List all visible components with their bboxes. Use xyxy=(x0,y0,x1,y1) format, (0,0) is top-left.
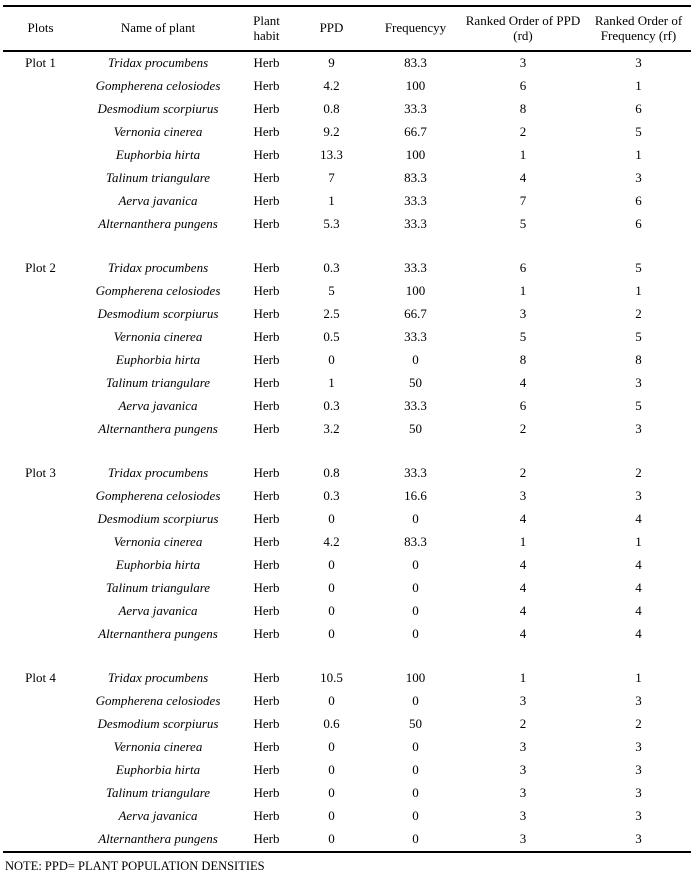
ranked-ppd-cell: 7 xyxy=(519,193,527,209)
ranked-ppd-cell: 6 xyxy=(519,78,527,94)
plant-name-cell: Vernonia cinerea xyxy=(113,124,203,140)
plant-habit-cell: Herb xyxy=(253,808,280,824)
header-frequency: Frequencyy xyxy=(384,20,447,36)
frequency-cell: 0 xyxy=(412,626,419,642)
plot-label-cell xyxy=(3,690,78,713)
ranked-frequency-cell: 4 xyxy=(635,603,642,619)
plot-label-cell: Plot 4 xyxy=(25,670,56,686)
plant-habit-cell: Herb xyxy=(253,580,280,596)
frequency-cell: 33.3 xyxy=(404,465,427,481)
ppd-cell: 4.2 xyxy=(323,534,340,550)
ppd-cell: 0.8 xyxy=(323,465,340,481)
ranked-frequency-cell: 1 xyxy=(635,670,642,686)
plant-name-cell: Aerva javanica xyxy=(118,193,198,209)
ppd-cell: 0 xyxy=(328,762,335,778)
plot-label-cell xyxy=(3,167,78,190)
plant-population-table xyxy=(3,5,691,853)
table-row xyxy=(3,167,691,190)
table-row xyxy=(3,349,691,372)
ranked-ppd-cell: 1 xyxy=(519,147,527,163)
plant-habit-cell: Herb xyxy=(253,260,280,276)
table-row xyxy=(3,213,691,236)
plot-label-cell: Plot 3 xyxy=(25,465,56,481)
ranked-ppd-cell: 4 xyxy=(519,511,527,527)
plant-name-cell: Aerva javanica xyxy=(118,808,198,824)
plant-habit-cell: Herb xyxy=(253,124,280,140)
header-plant-habit: Plant habit xyxy=(253,12,280,43)
plant-name-cell: Tridax procumbens xyxy=(107,55,209,71)
plant-name-cell: Vernonia cinerea xyxy=(113,329,203,345)
table-note: NOTE: PPD= PLANT POPULATION DENSITIES xyxy=(5,859,265,873)
frequency-cell: 50 xyxy=(409,375,422,391)
ppd-cell: 2.5 xyxy=(323,306,340,322)
frequency-cell: 33.3 xyxy=(404,329,427,345)
ranked-ppd-cell: 3 xyxy=(519,55,527,71)
ranked-frequency-cell: 4 xyxy=(635,557,642,573)
table-header xyxy=(3,6,691,51)
frequency-cell: 33.3 xyxy=(404,101,427,117)
ranked-ppd-cell: 5 xyxy=(519,329,527,345)
plant-name-cell: Euphorbia hirta xyxy=(115,762,201,778)
plot-label-cell xyxy=(3,349,78,372)
ppd-cell: 0.5 xyxy=(323,329,340,345)
ranked-ppd-cell: 8 xyxy=(519,101,527,117)
ppd-cell: 7 xyxy=(328,170,335,186)
plot-label-cell xyxy=(3,577,78,600)
table-row xyxy=(3,395,691,418)
plot-label-cell xyxy=(3,485,78,508)
table-row xyxy=(3,554,691,577)
table-row xyxy=(3,280,691,303)
ranked-ppd-cell: 3 xyxy=(519,739,527,755)
plot-label-cell xyxy=(3,418,78,441)
frequency-cell: 0 xyxy=(412,511,419,527)
ranked-frequency-cell: 3 xyxy=(635,831,642,847)
table-row xyxy=(3,418,691,441)
ranked-frequency-cell: 1 xyxy=(635,78,642,94)
ranked-frequency-cell: 3 xyxy=(635,55,642,71)
plot-label-cell xyxy=(3,121,78,144)
ranked-ppd-cell: 4 xyxy=(519,626,527,642)
frequency-cell: 66.7 xyxy=(404,306,427,322)
frequency-cell: 0 xyxy=(412,693,419,709)
table-row xyxy=(3,782,691,805)
plot-label-cell xyxy=(3,326,78,349)
ranked-frequency-cell: 2 xyxy=(635,306,642,322)
plant-habit-cell: Herb xyxy=(253,488,280,504)
spacer-cell xyxy=(3,441,691,462)
ppd-cell: 5.3 xyxy=(323,216,340,232)
plot-label-cell xyxy=(3,600,78,623)
table-row xyxy=(3,600,691,623)
plant-habit-cell: Herb xyxy=(253,465,280,481)
ranked-ppd-cell: 3 xyxy=(519,762,527,778)
section-spacer xyxy=(3,236,691,257)
plant-habit-cell: Herb xyxy=(253,398,280,414)
ppd-cell: 0 xyxy=(328,580,335,596)
plot-label-cell xyxy=(3,828,78,852)
ppd-cell: 0 xyxy=(328,693,335,709)
table-row xyxy=(3,577,691,600)
ppd-cell: 0 xyxy=(328,557,335,573)
plot-label-cell xyxy=(3,805,78,828)
table-row xyxy=(3,75,691,98)
plant-habit-cell: Herb xyxy=(253,216,280,232)
table-row xyxy=(3,121,691,144)
table-row xyxy=(3,690,691,713)
ppd-cell: 0 xyxy=(328,831,335,847)
ranked-frequency-cell: 3 xyxy=(635,808,642,824)
ppd-cell: 0.8 xyxy=(323,101,340,117)
plot-label-cell xyxy=(3,713,78,736)
ppd-cell: 0 xyxy=(328,352,335,368)
table-row xyxy=(3,667,691,690)
frequency-cell: 0 xyxy=(412,580,419,596)
plant-habit-cell: Herb xyxy=(253,762,280,778)
frequency-cell: 33.3 xyxy=(404,216,427,232)
plant-habit-cell: Herb xyxy=(253,193,280,209)
frequency-cell: 0 xyxy=(412,557,419,573)
plant-name-cell: Vernonia cinerea xyxy=(113,534,203,550)
frequency-cell: 0 xyxy=(412,808,419,824)
ranked-frequency-cell: 1 xyxy=(635,534,642,550)
plot-label-cell xyxy=(3,554,78,577)
plot-label-cell xyxy=(3,372,78,395)
ranked-frequency-cell: 8 xyxy=(635,352,642,368)
ranked-frequency-cell: 4 xyxy=(635,511,642,527)
ranked-frequency-cell: 1 xyxy=(635,147,642,163)
ranked-ppd-cell: 6 xyxy=(519,398,527,414)
ppd-cell: 0 xyxy=(328,808,335,824)
plant-name-cell: Talinum triangulare xyxy=(105,375,211,391)
plant-name-cell: Aerva javanica xyxy=(118,398,198,414)
plant-habit-cell: Herb xyxy=(253,352,280,368)
ppd-cell: 13.3 xyxy=(320,147,343,163)
frequency-cell: 33.3 xyxy=(404,398,427,414)
ppd-cell: 10.5 xyxy=(320,670,343,686)
plant-name-cell: Talinum triangulare xyxy=(105,785,211,801)
plant-habit-cell: Herb xyxy=(253,557,280,573)
ranked-ppd-cell: 4 xyxy=(519,170,527,186)
plot-label-cell xyxy=(3,736,78,759)
plot-label-cell xyxy=(3,144,78,167)
table-row xyxy=(3,144,691,167)
plant-name-cell: Alternanthera pungens xyxy=(98,216,218,232)
plot-label-cell xyxy=(3,98,78,121)
ppd-cell: 0 xyxy=(328,511,335,527)
frequency-cell: 100 xyxy=(405,147,426,163)
ppd-cell: 0 xyxy=(328,626,335,642)
ranked-ppd-cell: 6 xyxy=(519,260,527,276)
table-row xyxy=(3,531,691,554)
frequency-cell: 0 xyxy=(412,785,419,801)
ppd-cell: 0 xyxy=(328,739,335,755)
ranked-frequency-cell: 4 xyxy=(635,580,642,596)
ranked-ppd-cell: 3 xyxy=(519,306,527,322)
plant-habit-cell: Herb xyxy=(253,670,280,686)
frequency-cell: 0 xyxy=(412,762,419,778)
plant-name-cell: Talinum triangulare xyxy=(105,580,211,596)
ppd-cell: 1 xyxy=(328,375,335,391)
ranked-ppd-cell: 5 xyxy=(519,216,527,232)
ranked-ppd-cell: 3 xyxy=(519,808,527,824)
plant-habit-cell: Herb xyxy=(253,831,280,847)
frequency-cell: 66.7 xyxy=(404,124,427,140)
plot-label-cell: Plot 1 xyxy=(25,55,56,71)
plant-name-cell: Tridax procumbens xyxy=(107,670,209,686)
ppd-cell: 9 xyxy=(328,55,335,71)
frequency-cell: 100 xyxy=(405,670,426,686)
ppd-cell: 0 xyxy=(328,603,335,619)
plot-label-cell: Plot 2 xyxy=(25,260,56,276)
ranked-frequency-cell: 1 xyxy=(635,283,642,299)
ranked-ppd-cell: 2 xyxy=(519,465,527,481)
table-row xyxy=(3,713,691,736)
ranked-frequency-cell: 3 xyxy=(635,421,642,437)
plant-habit-cell: Herb xyxy=(253,170,280,186)
ranked-frequency-cell: 2 xyxy=(635,465,642,481)
plant-name-cell: Desmodium scorpiurus xyxy=(97,716,219,732)
header-plots: Plots xyxy=(27,20,54,36)
ranked-frequency-cell: 3 xyxy=(635,693,642,709)
ranked-ppd-cell: 8 xyxy=(519,352,527,368)
ranked-frequency-cell: 3 xyxy=(635,762,642,778)
plant-habit-cell: Herb xyxy=(253,329,280,345)
ranked-frequency-cell: 5 xyxy=(635,398,642,414)
ranked-frequency-cell: 5 xyxy=(635,260,642,276)
table-row xyxy=(3,508,691,531)
ranked-ppd-cell: 3 xyxy=(519,693,527,709)
section-spacer xyxy=(3,646,691,667)
table-header-row xyxy=(3,6,691,51)
table-row xyxy=(3,326,691,349)
ranked-frequency-cell: 6 xyxy=(635,193,642,209)
plot-label-cell xyxy=(3,395,78,418)
header-ppd: PPD xyxy=(319,20,344,36)
ppd-cell: 9.2 xyxy=(323,124,340,140)
plant-name-cell: Gompherena celosiodes xyxy=(95,488,221,504)
plant-name-cell: Alternanthera pungens xyxy=(98,421,218,437)
plot-label-cell xyxy=(3,303,78,326)
plant-name-cell: Alternanthera pungens xyxy=(98,831,218,847)
ranked-frequency-cell: 4 xyxy=(635,626,642,642)
header-ranked-order-frequency: Ranked Order of Frequency (rf) xyxy=(594,12,683,43)
ranked-ppd-cell: 3 xyxy=(519,488,527,504)
frequency-cell: 16.6 xyxy=(404,488,427,504)
plant-habit-cell: Herb xyxy=(253,739,280,755)
plot-label-cell xyxy=(3,759,78,782)
ranked-frequency-cell: 3 xyxy=(635,739,642,755)
plant-habit-cell: Herb xyxy=(253,603,280,619)
plant-habit-cell: Herb xyxy=(253,511,280,527)
ranked-ppd-cell: 2 xyxy=(519,124,527,140)
frequency-cell: 33.3 xyxy=(404,260,427,276)
ranked-frequency-cell: 3 xyxy=(635,785,642,801)
plant-name-cell: Desmodium scorpiurus xyxy=(97,306,219,322)
ranked-frequency-cell: 6 xyxy=(635,216,642,232)
table-row xyxy=(3,462,691,485)
plot-label-cell xyxy=(3,531,78,554)
table-row xyxy=(3,372,691,395)
table-row xyxy=(3,759,691,782)
table-row xyxy=(3,623,691,646)
plant-name-cell: Vernonia cinerea xyxy=(113,739,203,755)
plant-name-cell: Talinum triangulare xyxy=(105,170,211,186)
plant-habit-cell: Herb xyxy=(253,306,280,322)
ranked-ppd-cell: 4 xyxy=(519,603,527,619)
plant-name-cell: Euphorbia hirta xyxy=(115,557,201,573)
frequency-cell: 83.3 xyxy=(404,170,427,186)
plant-habit-cell: Herb xyxy=(253,375,280,391)
plant-habit-cell: Herb xyxy=(253,55,280,71)
ranked-ppd-cell: 4 xyxy=(519,557,527,573)
frequency-cell: 33.3 xyxy=(404,193,427,209)
ppd-cell: 0.3 xyxy=(323,398,340,414)
ranked-frequency-cell: 5 xyxy=(635,329,642,345)
frequency-cell: 100 xyxy=(405,78,426,94)
plant-name-cell: Desmodium scorpiurus xyxy=(97,101,219,117)
ppd-cell: 0.3 xyxy=(323,260,340,276)
frequency-cell: 50 xyxy=(409,421,422,437)
header-ranked-order-ppd: Ranked Order of PPD (rd) xyxy=(465,12,581,43)
plot-label-cell xyxy=(3,190,78,213)
ranked-ppd-cell: 2 xyxy=(519,716,527,732)
ppd-cell: 0.3 xyxy=(323,488,340,504)
plot-label-cell xyxy=(3,213,78,236)
table-row xyxy=(3,257,691,280)
frequency-cell: 0 xyxy=(412,603,419,619)
table-row xyxy=(3,51,691,75)
plot-label-cell xyxy=(3,508,78,531)
section-spacer xyxy=(3,441,691,462)
plant-habit-cell: Herb xyxy=(253,534,280,550)
ppd-cell: 4.2 xyxy=(323,78,340,94)
plant-habit-cell: Herb xyxy=(253,101,280,117)
ranked-ppd-cell: 1 xyxy=(519,670,527,686)
table-row xyxy=(3,485,691,508)
plot-label-cell xyxy=(3,75,78,98)
frequency-cell: 0 xyxy=(412,739,419,755)
plant-name-cell: Aerva javanica xyxy=(118,603,198,619)
plant-habit-cell: Herb xyxy=(253,147,280,163)
ranked-frequency-cell: 3 xyxy=(635,488,642,504)
header-name-of-plant: Name of plant xyxy=(120,20,196,36)
table-row xyxy=(3,828,691,852)
frequency-cell: 0 xyxy=(412,352,419,368)
plot-label-cell xyxy=(3,280,78,303)
table-row xyxy=(3,303,691,326)
ranked-ppd-cell: 2 xyxy=(519,421,527,437)
plant-habit-cell: Herb xyxy=(253,785,280,801)
plant-name-cell: Gompherena celosiodes xyxy=(95,693,221,709)
table-body xyxy=(3,51,691,852)
frequency-cell: 83.3 xyxy=(404,534,427,550)
ppd-cell: 0 xyxy=(328,785,335,801)
ranked-ppd-cell: 3 xyxy=(519,785,527,801)
ppd-cell: 0.6 xyxy=(323,716,340,732)
ppd-cell: 1 xyxy=(328,193,335,209)
plot-label-cell xyxy=(3,623,78,646)
plant-habit-cell: Herb xyxy=(253,626,280,642)
plant-name-cell: Alternanthera pungens xyxy=(98,626,218,642)
plant-habit-cell: Herb xyxy=(253,693,280,709)
ranked-ppd-cell: 4 xyxy=(519,580,527,596)
ranked-frequency-cell: 3 xyxy=(635,170,642,186)
frequency-cell: 50 xyxy=(409,716,422,732)
ppd-cell: 3.2 xyxy=(323,421,340,437)
ranked-ppd-cell: 4 xyxy=(519,375,527,391)
plot-label-cell xyxy=(3,782,78,805)
ranked-frequency-cell: 6 xyxy=(635,101,642,117)
ranked-frequency-cell: 2 xyxy=(635,716,642,732)
ranked-ppd-cell: 1 xyxy=(519,534,527,550)
spacer-cell xyxy=(3,236,691,257)
table-row xyxy=(3,805,691,828)
plant-name-cell: Euphorbia hirta xyxy=(115,352,201,368)
plant-name-cell: Tridax procumbens xyxy=(107,465,209,481)
plant-name-cell: Gompherena celosiodes xyxy=(95,283,221,299)
plant-habit-cell: Herb xyxy=(253,421,280,437)
frequency-cell: 100 xyxy=(405,283,426,299)
table-row xyxy=(3,736,691,759)
spacer-cell xyxy=(3,646,691,667)
plant-name-cell: Gompherena celosiodes xyxy=(95,78,221,94)
frequency-cell: 0 xyxy=(412,831,419,847)
plant-habit-cell: Herb xyxy=(253,283,280,299)
ranked-ppd-cell: 3 xyxy=(519,831,527,847)
ppd-cell: 5 xyxy=(328,283,335,299)
ranked-frequency-cell: 5 xyxy=(635,124,642,140)
table-row xyxy=(3,98,691,121)
table-row xyxy=(3,190,691,213)
plant-name-cell: Euphorbia hirta xyxy=(115,147,201,163)
ranked-ppd-cell: 1 xyxy=(519,283,527,299)
frequency-cell: 83.3 xyxy=(404,55,427,71)
plant-name-cell: Desmodium scorpiurus xyxy=(97,511,219,527)
plant-habit-cell: Herb xyxy=(253,78,280,94)
plant-habit-cell: Herb xyxy=(253,716,280,732)
plant-name-cell: Tridax procumbens xyxy=(107,260,209,276)
ranked-frequency-cell: 3 xyxy=(635,375,642,391)
